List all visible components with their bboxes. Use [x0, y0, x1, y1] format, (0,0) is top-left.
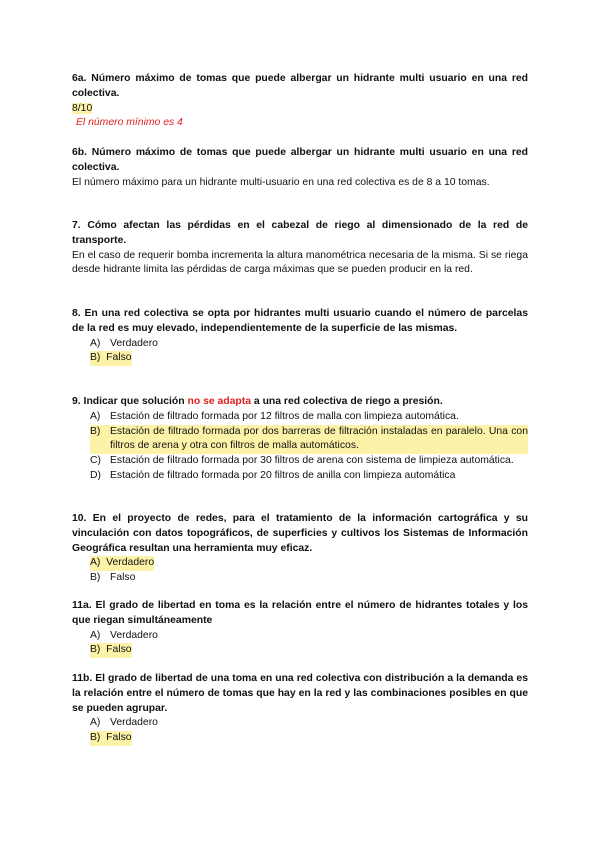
question-7 — [72, 219, 528, 278]
option-letter: B) — [90, 644, 101, 656]
option-text: Falso — [110, 572, 136, 584]
option-text: Estación de filtrado formada por 12 filtros de malla con limpieza automática. — [110, 410, 459, 422]
question-10-options — [72, 556, 528, 586]
option-text: Verdadero — [110, 337, 158, 349]
option-text: Verdadero — [106, 557, 155, 569]
option-text: Falso — [106, 732, 132, 744]
option-d[interactable] — [90, 469, 528, 484]
title-part: a una red colectiva de riego a presión. — [251, 396, 443, 407]
option-text: Estación de filtrado formada por 20 filtros de anilla con limpieza automática — [110, 469, 456, 481]
question-8-title: 8. En una red colectiva se opta por hidrantes multi usuario cuando el número de parcelas de la red es muy elevado, independientemente de la superficie de las mismas. — [72, 308, 528, 334]
question-8 — [72, 307, 528, 366]
question-6b-answer: El número máximo para un hidrante multi-usuario en una red colectiva es de 8 a 10 tomas. — [72, 176, 490, 188]
question-10 — [72, 512, 528, 586]
option-letter: B) — [90, 732, 101, 744]
question-9-options — [72, 410, 528, 484]
option-a[interactable] — [90, 556, 528, 571]
option-letter: A) — [90, 410, 101, 422]
option-letter: A) — [90, 557, 101, 569]
question-11a — [72, 599, 528, 658]
option-letter: C) — [90, 455, 101, 467]
option-letter: A) — [90, 629, 101, 641]
answer-highlight: 8/10 — [72, 102, 93, 114]
question-9 — [72, 395, 528, 484]
option-text: Estación de filtrado formada por 30 filtros de arena con sistema de limpieza automática. — [110, 455, 514, 467]
question-6a — [72, 72, 528, 131]
option-text: Estación de filtrado formada por dos barreras de filtración instaladas en paralelo. Una con filtros de arena y otra con filtros de malla automáticos. — [110, 425, 528, 455]
option-letter: B) — [90, 425, 110, 455]
question-11b — [72, 672, 528, 746]
question-11a-options — [72, 629, 528, 659]
question-6b — [72, 146, 528, 190]
option-b[interactable] — [90, 425, 528, 455]
option-text: Falso — [106, 352, 132, 364]
option-b[interactable] — [90, 571, 528, 586]
question-7-answer: En el caso de requerir bomba incrementa la altura manométrica necesaria de la misma. Si se riega desde hidrante limita las pérdidas de carga máximas que se pueden producir en la red. — [72, 249, 528, 276]
question-11b-options — [72, 716, 528, 746]
question-6a-note: El número mínimo es 4 — [76, 117, 183, 129]
option-b[interactable] — [90, 731, 528, 746]
option-text: Verdadero — [110, 629, 158, 641]
question-6b-title: 6b. Número máximo de tomas que puede albergar un hidrante multi usuario en una red colectiva. — [72, 147, 528, 173]
option-text: Falso — [106, 644, 132, 656]
option-letter: A) — [90, 337, 101, 349]
option-a[interactable] — [90, 337, 528, 352]
option-b[interactable] — [90, 643, 528, 658]
option-letter: B) — [90, 572, 101, 584]
question-10-title: 10. En el proyecto de redes, para el tratamiento de la información cartográfica y su vinculación con datos topográficos, de superficies y cultivos los Sistemas de Información Geográfica resultan una herramienta muy eficaz. — [72, 513, 528, 554]
option-a[interactable] — [90, 716, 528, 731]
question-6a-answer — [72, 102, 528, 117]
question-6a-title: 6a. Número máximo de tomas que puede albergar un hidrante multi usuario en una red colectiva. — [72, 73, 528, 99]
question-11b-title: 11b. El grado de libertad de una toma en una red colectiva con distribución a la demanda es la relación entre el número de tomas que hay en la red y las combinaciones posibles en que se pueden agrupar. — [72, 673, 528, 714]
option-letter: D) — [90, 469, 101, 481]
option-text: Verdadero — [110, 717, 158, 729]
title-part: 9. Indicar que solución — [72, 396, 188, 407]
option-letter: B) — [90, 352, 101, 364]
option-b[interactable] — [90, 351, 528, 366]
question-11a-title: 11a. El grado de libertad en toma es la relación entre el número de hidrantes totales y los que riegan simultáneamente — [72, 600, 528, 626]
question-9-title — [72, 395, 528, 410]
option-c[interactable] — [90, 454, 528, 469]
option-a[interactable] — [90, 629, 528, 644]
title-emphasis: no se adapta — [187, 396, 252, 407]
question-7-title: 7. Cómo afectan las pérdidas en el cabezal de riego al dimensionado de la red de transporte. — [72, 220, 528, 246]
question-8-options — [72, 337, 528, 367]
option-a[interactable] — [90, 410, 528, 425]
option-letter: A) — [90, 717, 101, 729]
